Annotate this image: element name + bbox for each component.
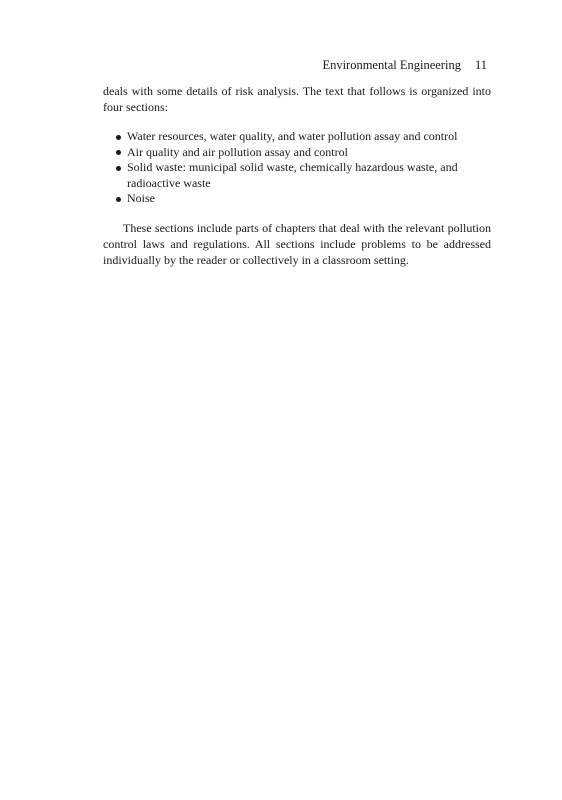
list-item bbox=[116, 191, 491, 207]
list-item-text: Air quality and air pollution assay and control bbox=[127, 144, 348, 159]
list-item-text: Noise bbox=[127, 191, 155, 205]
bullet-icon bbox=[116, 166, 121, 171]
closing-paragraph: These sections include parts of chapters that deal with the relevant pollution control laws and regulations. All sections include problems to be addressed individually by the reader or collectively in a classroom setting. bbox=[103, 220, 491, 267]
section-list bbox=[103, 129, 491, 207]
list-item bbox=[116, 145, 491, 161]
list-item bbox=[116, 129, 491, 145]
body-text bbox=[103, 83, 491, 268]
list-item bbox=[116, 160, 491, 191]
bullet-icon bbox=[116, 197, 121, 202]
bullet-icon bbox=[116, 150, 121, 155]
bullet-icon bbox=[116, 135, 121, 140]
page-number: 11 bbox=[474, 58, 487, 72]
list-item-text: Water resources, water quality, and water pollution assay and control bbox=[127, 129, 458, 143]
list-item-text: Solid waste: municipal solid waste, chemically hazardous waste, and radioactive waste bbox=[127, 160, 458, 190]
running-header bbox=[322, 57, 487, 73]
running-title: Environmental Engineering bbox=[322, 58, 461, 72]
intro-paragraph: deals with some details of risk analysis. The text that follows is organized into four sections: bbox=[103, 84, 491, 114]
